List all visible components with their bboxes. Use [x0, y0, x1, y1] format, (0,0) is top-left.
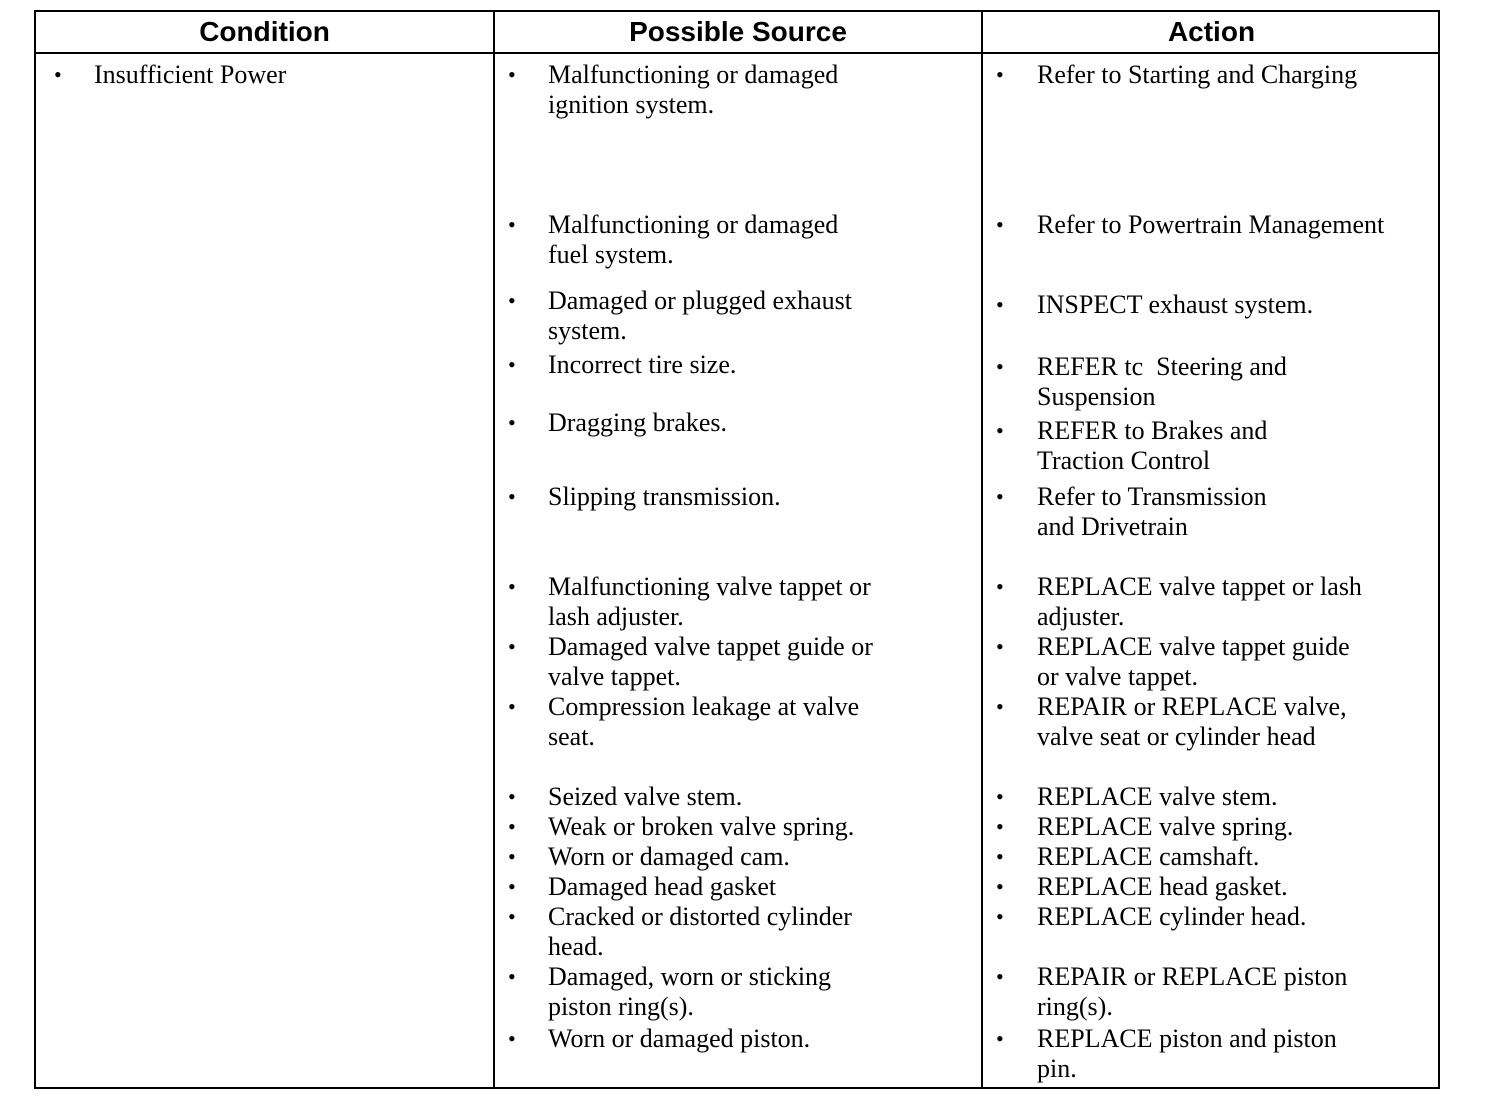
bullet-icon: •	[996, 874, 1004, 899]
possible-source-line: Incorrect tire size.	[548, 350, 737, 379]
header-action: Action	[1167, 16, 1256, 47]
action-line: and Drivetrain	[1037, 512, 1188, 541]
action-line: Refer to Transmission	[1037, 482, 1267, 511]
bullet-icon: •	[54, 62, 62, 87]
possible-source-line: Weak or broken valve spring.	[548, 812, 855, 841]
possible-source-line: Seized valve stem.	[548, 782, 743, 811]
possible-source-line: Malfunctioning valve tappet or	[548, 572, 871, 601]
possible-source-line: Worn or damaged cam.	[548, 842, 790, 871]
condition-text: Insufficient Power	[94, 60, 287, 89]
bullet-icon: •	[508, 634, 516, 659]
possible-source-line: Compression leakage at valve	[548, 692, 860, 721]
action-line: REPLACE cylinder head.	[1037, 902, 1307, 931]
bullet-icon: •	[508, 844, 516, 869]
column-divider	[981, 12, 983, 1087]
bullet-icon: •	[508, 694, 516, 719]
action-line: REPLACE valve stem.	[1037, 782, 1278, 811]
possible-source-line: Damaged, worn or sticking	[548, 962, 832, 991]
bullet-icon: •	[996, 904, 1004, 929]
action-line: REPLACE valve spring.	[1037, 812, 1294, 841]
bullet-icon: •	[508, 352, 516, 377]
bullet-icon: •	[996, 292, 1004, 317]
possible-source-line: Damaged head gasket	[548, 872, 777, 901]
bullet-icon: •	[996, 694, 1004, 719]
possible-source-line: Worn or damaged piston.	[548, 1024, 811, 1053]
possible-source-line: piston ring(s).	[548, 992, 694, 1021]
header-condition: Condition	[199, 16, 330, 47]
possible-source-line: lash adjuster.	[548, 602, 684, 631]
possible-source-line: system.	[548, 316, 627, 345]
bullet-icon: •	[508, 1026, 516, 1051]
action-line: Refer to Powertrain Management	[1037, 210, 1385, 239]
bullet-icon: •	[508, 212, 516, 237]
action-line: Suspension	[1037, 382, 1156, 411]
action-line: REPLACE piston and piston	[1037, 1024, 1337, 1053]
possible-source-line: Damaged valve tappet guide or	[548, 632, 873, 661]
possible-source-line: Malfunctioning or damaged	[548, 60, 839, 89]
possible-source-line: Damaged or plugged exhaust	[548, 286, 852, 315]
bullet-icon: •	[996, 634, 1004, 659]
action-line: REFER tc Steering and	[1037, 352, 1287, 381]
action-line: Traction Control	[1037, 446, 1211, 475]
bullet-icon: •	[996, 62, 1004, 87]
bullet-icon: •	[508, 574, 516, 599]
possible-source-line: Dragging brakes.	[548, 408, 728, 437]
possible-source-line: head.	[548, 932, 604, 961]
possible-source-line: seat.	[548, 722, 595, 751]
column-divider	[493, 12, 495, 1087]
action-line: REFER to Brakes and	[1037, 416, 1268, 445]
action-line: REPAIR or REPLACE piston	[1037, 962, 1348, 991]
possible-source-line: Cracked or distorted cylinder	[548, 902, 852, 931]
bullet-icon: •	[996, 964, 1004, 989]
bullet-icon: •	[996, 418, 1004, 443]
possible-source-line: valve tappet.	[548, 662, 681, 691]
bullet-icon: •	[996, 784, 1004, 809]
bullet-icon: •	[996, 814, 1004, 839]
bullet-icon: •	[996, 212, 1004, 237]
bullet-icon: •	[508, 62, 516, 87]
possible-source-line: fuel system.	[548, 240, 674, 269]
action-line: adjuster.	[1037, 602, 1125, 631]
bullet-icon: •	[996, 484, 1004, 509]
action-line: Refer to Starting and Charging	[1037, 60, 1358, 89]
action-line: REPLACE head gasket.	[1037, 872, 1288, 901]
bullet-icon: •	[508, 874, 516, 899]
bullet-icon: •	[996, 574, 1004, 599]
bullet-icon: •	[508, 814, 516, 839]
possible-source-line: Malfunctioning or damaged	[548, 210, 839, 239]
action-line: REPAIR or REPLACE valve,	[1037, 692, 1347, 721]
action-line: valve seat or cylinder head	[1037, 722, 1316, 751]
bullet-icon: •	[996, 354, 1004, 379]
action-line: or valve tappet.	[1037, 662, 1198, 691]
action-line: ring(s).	[1037, 992, 1113, 1021]
bullet-icon: •	[508, 784, 516, 809]
possible-source-line: Slipping transmission.	[548, 482, 781, 511]
action-line: REPLACE valve tappet guide	[1037, 632, 1350, 661]
bullet-icon: •	[508, 904, 516, 929]
action-line: pin.	[1037, 1054, 1077, 1083]
bullet-icon: •	[508, 964, 516, 989]
bullet-icon: •	[508, 410, 516, 435]
possible-source-line: ignition system.	[548, 90, 715, 119]
action-line: INSPECT exhaust system.	[1037, 290, 1314, 319]
bullet-icon: •	[508, 484, 516, 509]
action-line: REPLACE camshaft.	[1037, 842, 1260, 871]
bullet-icon: •	[996, 844, 1004, 869]
header-possible-source: Possible Source	[629, 16, 847, 47]
bullet-icon: •	[996, 1026, 1004, 1051]
action-line: REPLACE valve tappet or lash	[1037, 572, 1362, 601]
bullet-icon: •	[508, 288, 516, 313]
diagnosis-table	[34, 10, 1440, 1089]
